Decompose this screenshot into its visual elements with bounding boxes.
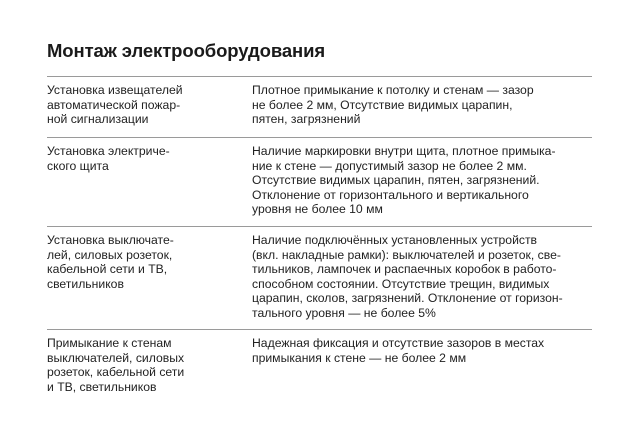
requirement-line: пятен, загрязнений xyxy=(252,112,361,126)
work-type-cell xyxy=(47,330,252,405)
work-type-line: лей, силовых розеток, xyxy=(47,247,173,262)
requirement-line: Наличие маркировки внутри щита, плотное примыка- xyxy=(252,144,556,158)
requirement-cell xyxy=(252,77,592,137)
work-type-line: и ТВ, светильников xyxy=(47,379,157,394)
work-type-line: Установка электриче- xyxy=(47,144,170,158)
requirement-line: ние к стене — допустимый зазор не более 2 мм. xyxy=(252,158,527,173)
table-row xyxy=(47,329,592,405)
requirement-line: не более 2 мм, Отсутствие видимых царапин, xyxy=(252,97,513,112)
requirement-line: (вкл. накладные рамки): выключателей и розеток, све- xyxy=(252,247,561,262)
table-row xyxy=(47,226,592,329)
requirement-line: тального уровня — не более 5% xyxy=(252,305,436,320)
work-type-line: розеток, кабельной сети xyxy=(47,365,185,379)
work-type-line: выключателей, силовых xyxy=(47,350,185,365)
work-type-line: ной сигнализации xyxy=(47,112,149,126)
requirement-cell xyxy=(252,138,592,226)
requirement-cell xyxy=(252,330,592,405)
table-row xyxy=(47,137,592,226)
work-type-line: автоматической пожар- xyxy=(47,97,181,112)
requirement-line: способном состоянии. Отсутствие трещин, видимых xyxy=(252,276,550,291)
work-type-line: Примыкание к стенам xyxy=(47,336,172,350)
requirement-line: Наличие подключённых установленных устройств xyxy=(252,233,538,247)
requirement-line: Отклонение от горизонтального и вертикального xyxy=(252,187,529,202)
work-type-line: Установка извещателей xyxy=(47,83,183,97)
requirement-line: уровня не более 10 мм xyxy=(252,202,383,216)
requirements-table xyxy=(47,76,592,405)
work-type-line: ского щита xyxy=(47,158,109,173)
page-title: Монтаж электрооборудования xyxy=(47,40,326,61)
requirement-line: тильников, лампочек и распаечных коробок в работо- xyxy=(252,262,557,276)
work-type-cell xyxy=(47,227,252,329)
work-type-cell xyxy=(47,77,252,137)
requirement-line: Отсутствие видимых царапин, пятен, загрязнений. xyxy=(252,173,540,187)
requirement-cell xyxy=(252,227,592,329)
work-type-line: кабельной сети и ТВ, xyxy=(47,262,168,276)
requirement-line: примыкания к стене — не более 2 мм xyxy=(252,350,467,365)
requirement-line: Надежная фиксация и отсутствие зазоров в местах xyxy=(252,336,545,350)
requirement-line: царапин, сколов, загрязнений. Отклонение от горизон- xyxy=(252,291,563,305)
table-row xyxy=(47,76,592,137)
requirement-line: Плотное примыкание к потолку и стенам — зазор xyxy=(252,83,534,97)
work-type-cell xyxy=(47,138,252,226)
work-type-line: светильников xyxy=(47,276,124,291)
work-type-line: Установка выключате- xyxy=(47,233,174,247)
